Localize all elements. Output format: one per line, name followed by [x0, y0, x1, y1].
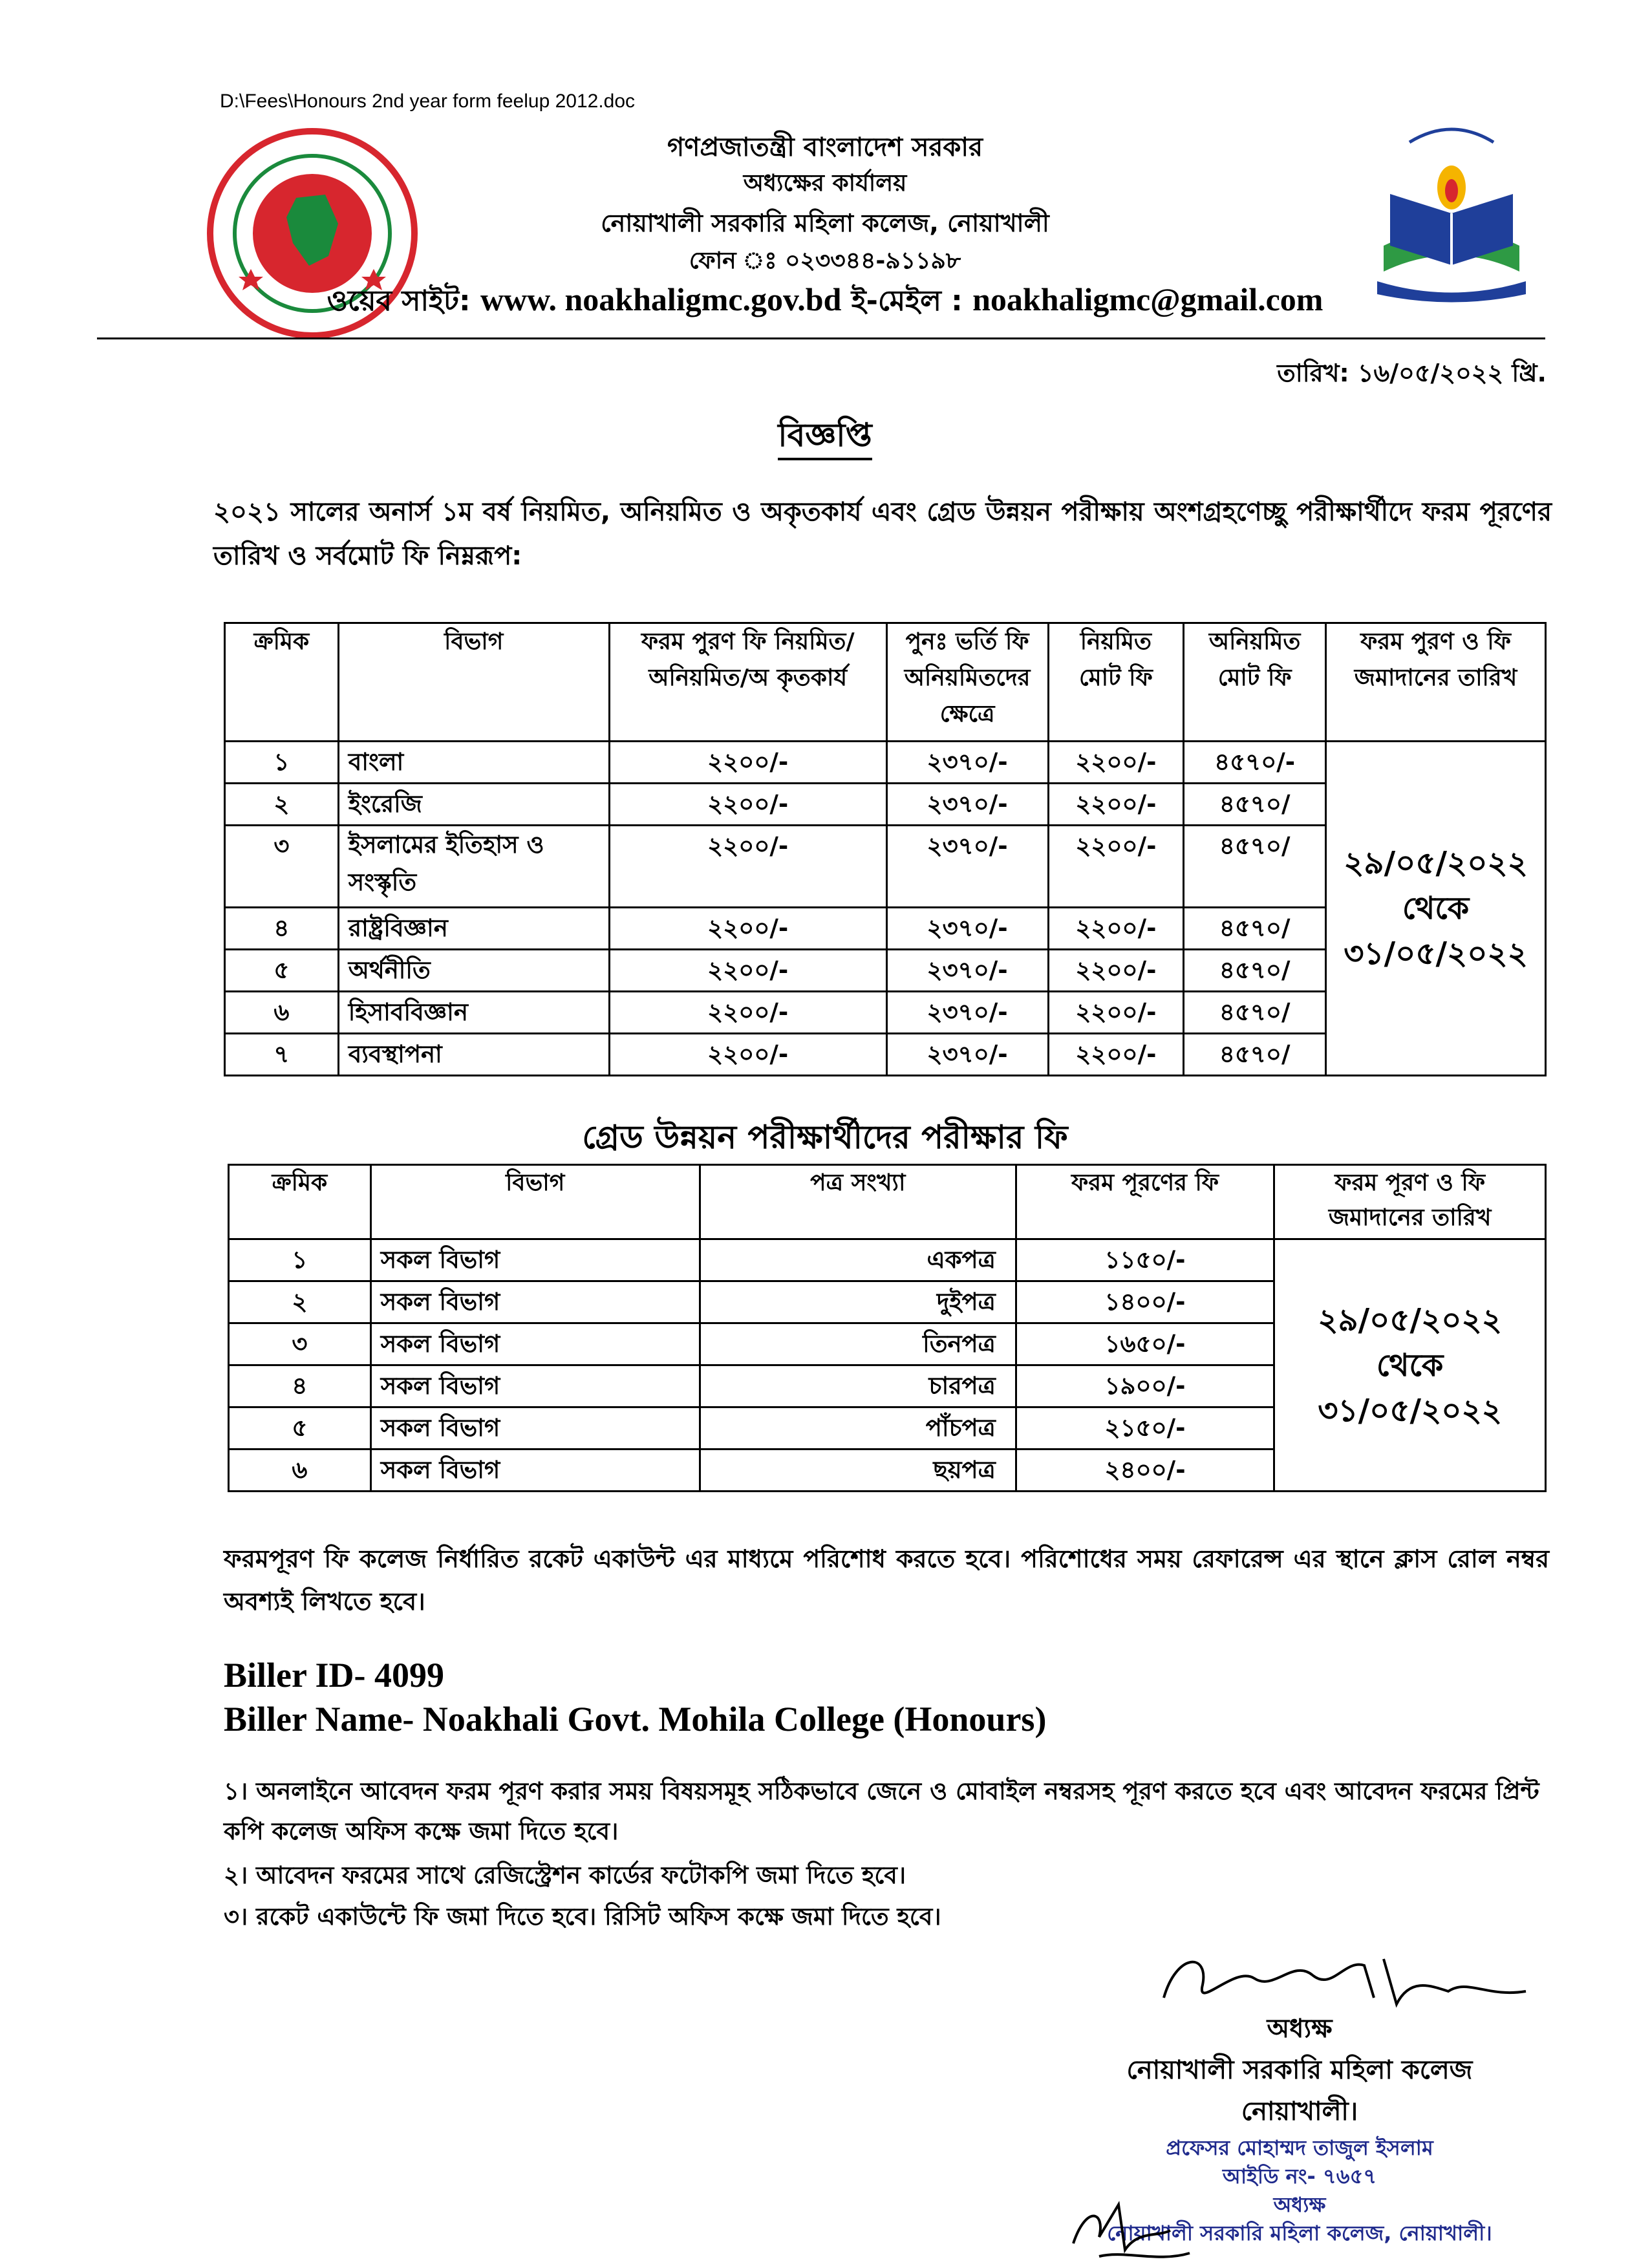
signature-org: নোয়াখালী সরকারি মহিলা কলেজ	[1126, 2055, 1473, 2085]
notice-title-text: বিজ্ঞপ্তি	[778, 416, 872, 460]
cell-readmission-fee: ২৩৭০/-	[886, 784, 1048, 826]
col-form-fee: ফরম পূরণের ফি	[1016, 1165, 1274, 1239]
signature-title: অধ্যক্ষ	[1267, 2014, 1333, 2044]
cell-form-fee: ২২০০/-	[609, 784, 886, 826]
cell-serial: ২	[229, 1281, 371, 1323]
table-header-row	[225, 623, 1546, 742]
cell-form-fee: ১৯০০/-	[1016, 1365, 1274, 1407]
cell-irregular-total: ৪৫৭০/	[1184, 908, 1326, 950]
cell-regular-total: ২২০০/-	[1048, 992, 1184, 1034]
cell-regular-total: ২২০০/-	[1048, 950, 1184, 992]
cell-irregular-total: ৪৫৭০/	[1184, 992, 1326, 1034]
signature-place: নোয়াখালী।	[1241, 2097, 1358, 2126]
header-divider	[97, 337, 1545, 339]
cell-serial: ৪	[225, 908, 339, 950]
seal-org: নোয়াখালী সরকারি মহিলা কলেজ, নোয়াখালী।	[1107, 2221, 1492, 2245]
cell-paper-count: তিনপত্র	[700, 1323, 1016, 1365]
grade-improvement-title: গ্রেড উন্নয়ন পরীক্ষার্থীদের পরীক্ষার ফি	[582, 1118, 1068, 1156]
col-serial: ক্রমিক	[225, 623, 339, 742]
payment-note: ফরমপূরণ ফি কলেজ নির্ধারিত রকেট একাউন্ট এর মাধ্যমে পরিশোধ করতে হবে। পরিশোধের সময় রেফারেন্স এর স্থানে ক্লাস রোল নম্বর অবশ্যই লিখতে হবে।	[224, 1545, 1549, 1616]
instruction-3: ৩। রকেট একাউন্টে ফি জমা দিতে হবে। রিসিট অফিস কক্ষে জমা দিতে হবে।	[224, 1903, 941, 1931]
seal-title: অধ্যক্ষ	[1273, 2192, 1326, 2217]
seal-id: আইডি নং- ৭৬৫৭	[1222, 2164, 1377, 2188]
header-line-3: নোয়াখালী সরকারি মহিলা কলেজ, নোয়াখালী	[601, 209, 1049, 237]
col-date: ফরম পূরণ ও ফি জমাদানের তারিখ	[1274, 1165, 1546, 1239]
cell-readmission-fee: ২৩৭০/-	[886, 1034, 1048, 1076]
biller-id: Biller ID- 4099	[224, 1656, 444, 1695]
header-line-1: গণপ্রজাতন্ত্রী বাংলাদেশ সরকার	[667, 133, 983, 162]
cell-department: রাষ্ট্রবিজ্ঞান	[338, 908, 609, 950]
col-serial: ক্রমিক	[229, 1165, 371, 1239]
table-row	[229, 1239, 1546, 1281]
instruction-2: ২। আবেদন ফরমের সাথে রেজিস্ট্রেশন কার্ডের ফটোকপি জমা দিতে হবে।	[224, 1861, 906, 1889]
cell-readmission-fee: ২৩৭০/-	[886, 950, 1048, 992]
cell-form-fee: ২২০০/-	[609, 950, 886, 992]
cell-serial: ২	[225, 784, 339, 826]
cell-serial: ৬	[225, 992, 339, 1034]
cell-serial: ৩	[225, 826, 339, 908]
cell-paper-count: পাঁচপত্র	[700, 1407, 1016, 1450]
col-readmission-fee: পুনঃ ভর্তি ফি অনিয়মিতদের ক্ষেত্রে	[886, 623, 1048, 742]
date-to: ৩১/০৫/২০২২	[1318, 1392, 1502, 1429]
cell-form-fee: ২২০০/-	[609, 742, 886, 784]
cell-irregular-total: ৪৫৭০/	[1184, 826, 1326, 908]
cell-department: হিসাববিজ্ঞান	[338, 992, 609, 1034]
file-path: D:\Fees\Honours 2nd year form feelup 2012.doc	[220, 91, 636, 112]
cell-paper-count: একপত্র	[700, 1239, 1016, 1281]
grade-improvement-fee-table	[228, 1164, 1547, 1492]
cell-regular-total: ২২০০/-	[1048, 742, 1184, 784]
instruction-1: ১। অনলাইনে আবেদন ফরম পূরণ করার সময় বিষয়সমূহ সঠিকভাবে জেনে ও মোবাইল নম্বরসহ পূরণ করতে হবে এবং আবেদন ফরমের প্রিন্ট কপি কলেজ অফিস কক্ষে জমা দিতে হবে।	[224, 1777, 1539, 1845]
cell-department: সকল বিভাগ	[370, 1281, 700, 1323]
initials-signature-icon	[1060, 2192, 1203, 2268]
cell-paper-count: দুইপত্র	[700, 1281, 1016, 1323]
cell-regular-total: ২২০০/-	[1048, 1034, 1184, 1076]
cell-date-range	[1274, 1239, 1546, 1492]
cell-readmission-fee: ২৩৭০/-	[886, 992, 1048, 1034]
cell-serial: ৬	[229, 1450, 371, 1492]
cell-paper-count: ছয়পত্র	[700, 1450, 1016, 1492]
cell-date-range	[1326, 742, 1546, 1076]
cell-department: সকল বিভাগ	[370, 1450, 700, 1492]
col-date: ফরম পুরণ ও ফি জমাদানের তারিখ	[1326, 623, 1546, 742]
intro-paragraph: ২০২১ সালের অনার্স ১ম বর্ষ নিয়মিত, অনিয়মিত ও অকৃতকার্য এবং গ্রেড উন্নয়ন পরীক্ষায় অংশগ্রহণেচ্ছু পরীক্ষার্থীদে ফরম পূরণের তারিখ ও সর্বমোট ফি নিম্নরূপ:	[213, 497, 1552, 571]
cell-department: ব্যবস্থাপনা	[338, 1034, 609, 1076]
cell-form-fee: ১৪০০/-	[1016, 1281, 1274, 1323]
cell-department: বাংলা	[338, 742, 609, 784]
cell-serial: ১	[229, 1239, 371, 1281]
cell-department: সকল বিভাগ	[370, 1365, 700, 1407]
cell-regular-total: ২২০০/-	[1048, 784, 1184, 826]
header-line-2: অধ্যক্ষের কার্যালয়	[743, 170, 907, 197]
date-from: ২৯/০৫/২০২২	[1344, 845, 1528, 881]
col-paper-count: পত্র সংখ্যা	[700, 1165, 1016, 1239]
date-to: ৩১/০৫/২০২২	[1344, 936, 1528, 972]
biller-name: Biller Name- Noakhali Govt. Mohila College (Honours)	[224, 1700, 1047, 1738]
cell-regular-total: ২২০০/-	[1048, 826, 1184, 908]
cell-department: সকল বিভাগ	[370, 1239, 700, 1281]
honours-fee-table	[224, 622, 1547, 1076]
cell-form-fee: ২১৫০/-	[1016, 1407, 1274, 1450]
cell-readmission-fee: ২৩৭০/-	[886, 908, 1048, 950]
notice-title	[0, 411, 1650, 465]
cell-regular-total: ২২০০/-	[1048, 908, 1184, 950]
cell-serial: ৫	[225, 950, 339, 992]
cell-irregular-total: ৪৫৭০/-	[1184, 742, 1326, 784]
cell-form-fee: ২২০০/-	[609, 992, 886, 1034]
cell-form-fee: ১১৫০/-	[1016, 1239, 1274, 1281]
cell-irregular-total: ৪৫৭০/	[1184, 784, 1326, 826]
cell-form-fee: ২২০০/-	[609, 908, 886, 950]
date-to-word: থেকে	[1402, 890, 1470, 926]
col-regular-total: নিয়মিত মোট ফি	[1048, 623, 1184, 742]
web-url[interactable]: www. noakhaligmc.gov.bd	[480, 281, 842, 317]
cell-department: সকল বিভাগ	[370, 1323, 700, 1365]
table-header-row	[229, 1165, 1546, 1239]
cell-serial: ৫	[229, 1407, 371, 1450]
date-from: ২৯/০৫/২০২২	[1318, 1301, 1502, 1338]
seal-name: প্রফেসর মোহাম্মদ তাজুল ইসলাম	[1166, 2135, 1433, 2160]
cell-department: সকল বিভাগ	[370, 1407, 700, 1450]
cell-form-fee: ২২০০/-	[609, 826, 886, 908]
email-label: ই-মেইল :	[851, 284, 963, 317]
cell-form-fee: ২২০০/-	[609, 1034, 886, 1076]
web-label: ওয়েব সাইট:	[327, 284, 471, 317]
col-department: বিভাগ	[338, 623, 609, 742]
cell-readmission-fee: ২৩৭০/-	[886, 742, 1048, 784]
cell-form-fee: ২৪০০/-	[1016, 1450, 1274, 1492]
col-form-fee: ফরম পুরণ ফি নিয়মিত/অনিয়মিত/অ কৃতকার্য	[609, 623, 886, 742]
cell-form-fee: ১৬৫০/-	[1016, 1323, 1274, 1365]
date-to-word: থেকে	[1376, 1347, 1444, 1384]
cell-serial: ৩	[229, 1323, 371, 1365]
cell-irregular-total: ৪৫৭০/	[1184, 950, 1326, 992]
signature-block	[1067, 2008, 1532, 2132]
table-row	[225, 742, 1546, 784]
header-web-email	[0, 279, 1650, 326]
cell-paper-count: চারপত্র	[700, 1365, 1016, 1407]
cell-readmission-fee: ২৩৭০/-	[886, 826, 1048, 908]
header-phone: ফোন ঃ ০২৩৩৪৪-৯১১৯৮	[689, 248, 961, 274]
cell-serial: ১	[225, 742, 339, 784]
cell-serial: ৭	[225, 1034, 339, 1076]
col-irregular-total: অনিয়মিত মোট ফি	[1184, 623, 1326, 742]
email-address[interactable]: noakhaligmc@gmail.com	[972, 281, 1323, 317]
cell-serial: ৪	[229, 1365, 371, 1407]
col-department: বিভাগ	[370, 1165, 700, 1239]
cell-department: ইংরেজি	[338, 784, 609, 826]
cell-department: অর্থনীতি	[338, 950, 609, 992]
cell-department: ইসলামের ইতিহাস ও সংস্কৃতি	[338, 826, 609, 908]
cell-irregular-total: ৪৫৭০/	[1184, 1034, 1326, 1076]
notice-date: তারিখ: ১৬/০৫/২০২২ খ্রি.	[1277, 359, 1547, 387]
